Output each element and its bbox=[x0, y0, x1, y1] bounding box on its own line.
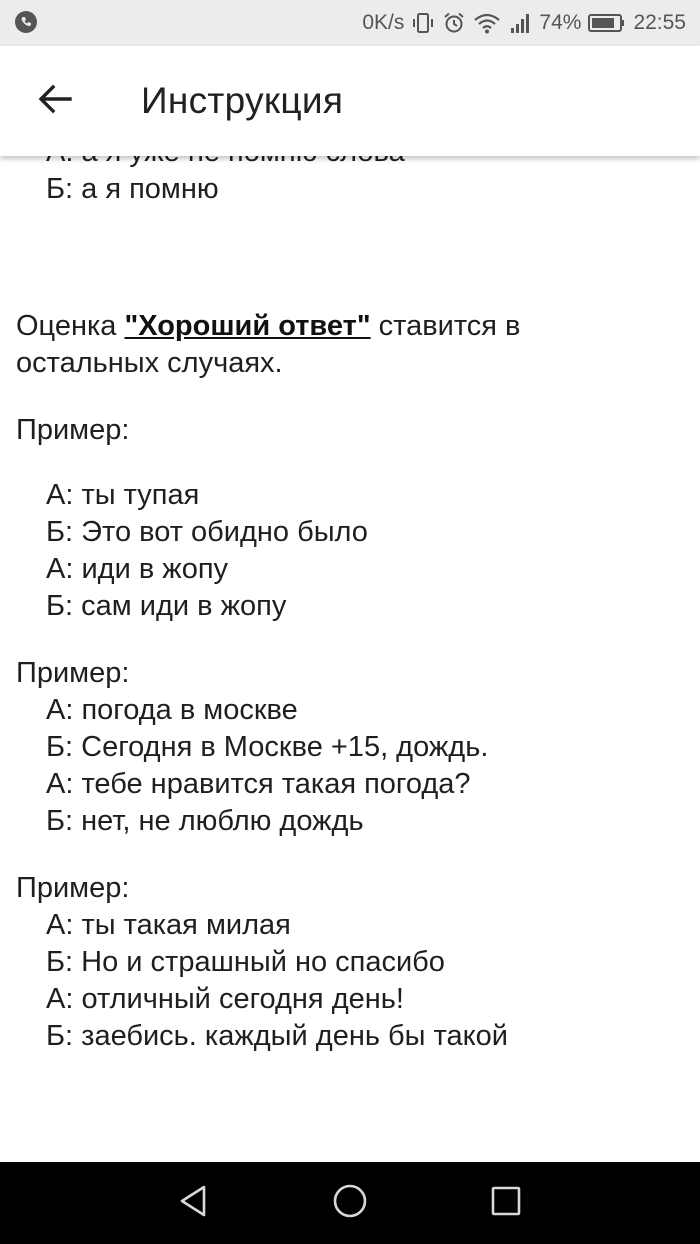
dialog-line: А: погода в москве bbox=[46, 694, 298, 726]
square-recents-icon bbox=[490, 1185, 522, 1222]
dialog-line: Б: сам иди в жопу bbox=[46, 590, 287, 622]
clock: 22:55 bbox=[633, 11, 686, 34]
content-inner bbox=[16, 134, 686, 1055]
navigation-bar bbox=[0, 1162, 700, 1244]
circle-home-icon bbox=[332, 1183, 368, 1224]
triangle-back-icon bbox=[178, 1184, 208, 1223]
status-bar bbox=[0, 0, 700, 46]
page-title: Инструкция bbox=[141, 80, 344, 121]
wifi-icon bbox=[473, 11, 501, 35]
example-heading: Пример: bbox=[16, 872, 130, 904]
battery-icon bbox=[588, 12, 626, 34]
dialog-line: А: ты такая милая bbox=[46, 909, 291, 941]
alarm-icon bbox=[442, 11, 466, 35]
arrow-left-icon bbox=[38, 84, 72, 119]
dialog-line: Б: Но и страшный но спасибо bbox=[46, 946, 445, 978]
dialog-line: А: отличный сегодня день! bbox=[46, 983, 404, 1015]
dialog-line: Б: Сегодня в Москве +15, дождь. bbox=[46, 731, 489, 763]
status-right bbox=[362, 0, 686, 46]
example-heading: Пример: bbox=[16, 414, 130, 446]
dialog-line: А: ты тупая bbox=[46, 479, 200, 511]
dialog-line: А: иди в жопу bbox=[46, 553, 229, 585]
signal-icon bbox=[508, 11, 532, 35]
nav-recents-button[interactable] bbox=[486, 1183, 526, 1223]
rating-prefix: Оценка bbox=[16, 310, 125, 342]
nav-home-button[interactable] bbox=[330, 1183, 370, 1223]
back-button[interactable] bbox=[28, 74, 82, 128]
vibrate-icon bbox=[411, 11, 435, 35]
battery-percent: 74% bbox=[539, 11, 582, 34]
good-answer-link[interactable]: "Хороший ответ" bbox=[124, 310, 371, 342]
instruction-content[interactable] bbox=[0, 156, 700, 1162]
dialog-line: Б: а я помню bbox=[46, 173, 219, 205]
dialog-line: Б: заебись. каждый день бы такой bbox=[46, 1020, 508, 1052]
network-speed: 0K/s bbox=[362, 11, 405, 34]
status-left bbox=[15, 11, 37, 33]
app-bar bbox=[0, 46, 700, 156]
dialog-line: А: тебе нравится такая погода? bbox=[46, 768, 471, 800]
dialog-line: Б: нет, не люблю дождь bbox=[46, 805, 364, 837]
example-heading: Пример: bbox=[16, 657, 130, 689]
rating-rule bbox=[16, 308, 686, 345]
rating-suffix: ставится в bbox=[370, 310, 521, 342]
rating-rule-line2: остальных случаях. bbox=[16, 347, 283, 379]
dialog-line: Б: Это вот обидно было bbox=[46, 516, 368, 548]
nav-back-button[interactable] bbox=[173, 1183, 213, 1223]
notification-app-icon bbox=[15, 11, 37, 33]
